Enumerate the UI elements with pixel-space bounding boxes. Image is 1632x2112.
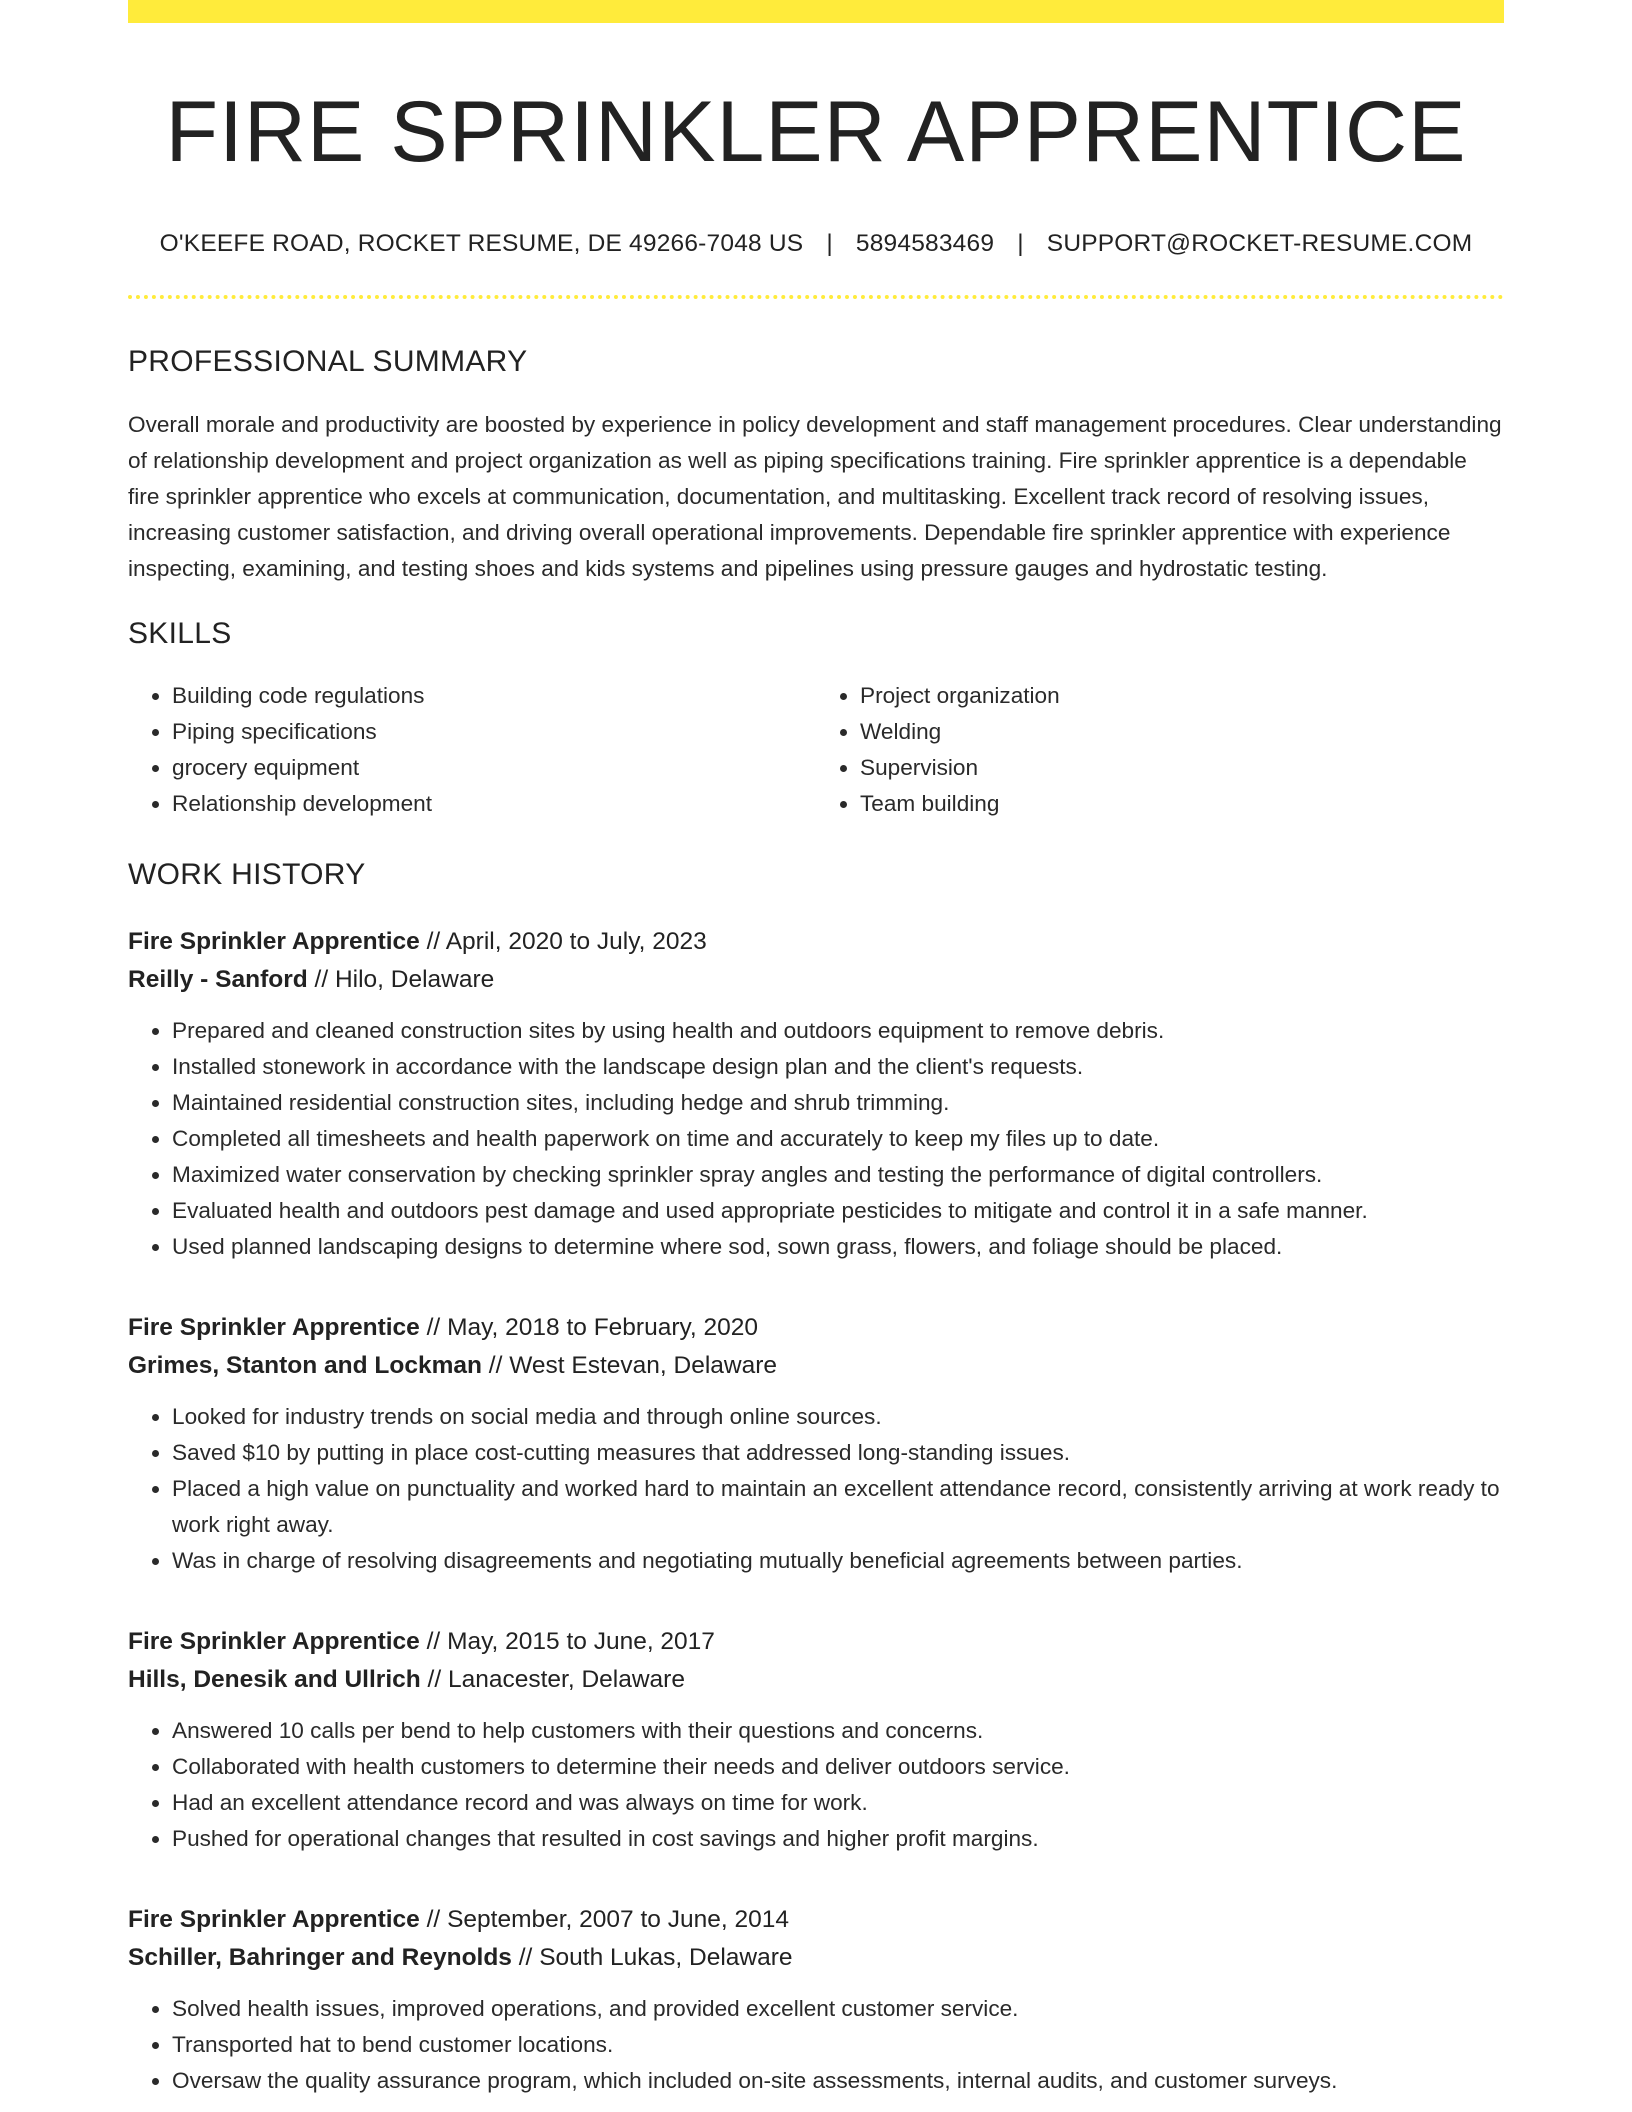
job-duties <box>128 1991 1504 2099</box>
job-title: Fire Sprinkler Apprentice <box>128 1905 420 1933</box>
contact-separator: | <box>826 229 833 257</box>
job-location: South Lukas, Delaware <box>539 1943 793 1971</box>
job-location: Hilo, Delaware <box>334 965 495 993</box>
skills-columns <box>128 678 1504 822</box>
duty-item: • Evaluated health and outdoors pest damage and used appropriate pesticides to mitigate and control it in a safe manner. <box>172 1193 1504 1229</box>
job-company-line <box>128 1347 1504 1385</box>
field-separator: // <box>314 965 329 993</box>
job-duties <box>128 1713 1504 1857</box>
job-title-line <box>128 1623 1504 1661</box>
job-company-line <box>128 1939 1504 1977</box>
field-separator: // <box>426 927 441 955</box>
job-dates: September, 2007 to June, 2014 <box>447 1905 789 1933</box>
job-location: Lanacester, Delaware <box>447 1665 685 1693</box>
duty-item: • Was in charge of resolving disagreements and negotiating mutually beneficial agreements between parties. <box>172 1543 1504 1579</box>
skill-item: • Welding <box>860 714 1504 750</box>
duty-item: • Installed stonework in accordance with the landscape design plan and the client's requests. <box>172 1049 1504 1085</box>
duty-item: • Had an excellent attendance record and was always on time for work. <box>172 1785 1504 1821</box>
job-title: Fire Sprinkler Apprentice <box>128 1313 420 1341</box>
duty-item: • Answered 10 calls per bend to help customers with their questions and concerns. <box>172 1713 1504 1749</box>
accent-top-bar <box>128 0 1504 23</box>
field-separator: // <box>426 1627 441 1655</box>
skill-item: • Building code regulations <box>172 678 816 714</box>
duty-item: • Looked for industry trends on social media and through online sources. <box>172 1399 1504 1435</box>
job-title: Fire Sprinkler Apprentice <box>128 927 420 955</box>
job-dates: April, 2020 to July, 2023 <box>445 927 707 955</box>
summary-text: Overall morale and productivity are boosted by experience in policy development and staff management procedures. Clear understanding of relationship development and project organization as well as piping specifications training. Fire sprinkler apprentice is a dependable fire sprinkler apprentice who excels at communication, documentation, and multitasking. Excellent track record of resolving issues, increasing customer satisfaction, and driving overall operational improvements. Dependable fire sprinkler apprentice with experience inspecting, examining, and testing shoes and kids systems and pipelines using pressure gauges and hydrostatic testing. <box>128 411 1502 581</box>
skills-list-left <box>128 678 816 822</box>
skill-item: • Team building <box>860 786 1504 822</box>
job-title-line <box>128 1309 1504 1347</box>
skills-list-right <box>816 678 1504 822</box>
skill-item: • Project organization <box>860 678 1504 714</box>
job-title-line <box>128 923 1504 961</box>
contact-address: O'KEEFE ROAD, ROCKET RESUME, DE 49266-7048 US <box>159 229 804 257</box>
field-separator: // <box>426 1905 441 1933</box>
field-separator: // <box>427 1665 442 1693</box>
job-company-line <box>128 961 1504 999</box>
job-entry <box>128 1623 1504 1857</box>
skill-item: • Piping specifications <box>172 714 816 750</box>
duty-item: • Placed a high value on punctuality and worked hard to maintain an excellent attendance record, consistently arriving at work ready to work right away. <box>172 1471 1504 1543</box>
candidate-title: FIRE SPRINKLER APPRENTICE <box>165 84 1467 180</box>
field-separator: // <box>426 1313 441 1341</box>
skill-item: • grocery equipment <box>172 750 816 786</box>
job-dates: May, 2018 to February, 2020 <box>447 1313 759 1341</box>
job-entry <box>128 923 1504 1265</box>
job-company: Hills, Denesik and Ullrich <box>128 1665 421 1693</box>
duty-item: • Used planned landscaping designs to determine where sod, sown grass, flowers, and foliage should be placed. <box>172 1229 1504 1265</box>
skill-item: • Relationship development <box>172 786 816 822</box>
duty-item: • Solved health issues, improved operations, and provided excellent customer service. <box>172 1991 1504 2027</box>
skills-heading: SKILLS <box>128 616 232 650</box>
job-company: Schiller, Bahringer and Reynolds <box>128 1943 512 1971</box>
job-dates: May, 2015 to June, 2017 <box>447 1627 715 1655</box>
duty-item: • Prepared and cleaned construction sites by using health and outdoors equipment to remove debris. <box>172 1013 1504 1049</box>
duty-item: • Oversaw the quality assurance program, which included on-site assessments, internal audits, and customer surveys. <box>172 2063 1504 2099</box>
job-company: Grimes, Stanton and Lockman <box>128 1351 482 1379</box>
work-history-section <box>128 858 1504 2099</box>
duty-item: • Transported hat to bend customer locations. <box>172 2027 1504 2063</box>
job-entry <box>128 1309 1504 1579</box>
job-entry <box>128 1901 1504 2099</box>
header-divider <box>128 295 1504 299</box>
job-company-line <box>128 1661 1504 1699</box>
field-separator: // <box>518 1943 533 1971</box>
summary-section <box>128 345 1504 587</box>
contact-separator: | <box>1017 229 1024 257</box>
skill-item: • Supervision <box>860 750 1504 786</box>
duty-item: • Saved $10 by putting in place cost-cutting measures that addressed long-standing issues. <box>172 1435 1504 1471</box>
duty-item: • Maintained residential construction sites, including hedge and shrub trimming. <box>172 1085 1504 1121</box>
contact-line <box>128 230 1504 258</box>
skills-section <box>128 617 1504 822</box>
job-title-line <box>128 1901 1504 1939</box>
contact-email: SUPPORT@ROCKET-RESUME.COM <box>1046 229 1473 257</box>
job-location: West Estevan, Delaware <box>509 1351 778 1379</box>
job-company: Reilly - Sanford <box>128 965 308 993</box>
duty-item: • Maximized water conservation by checking sprinkler spray angles and testing the performance of digital controllers. <box>172 1157 1504 1193</box>
summary-heading: PROFESSIONAL SUMMARY <box>128 344 528 378</box>
duty-item: • Collaborated with health customers to determine their needs and deliver outdoors service. <box>172 1749 1504 1785</box>
resume-page <box>128 0 1504 2099</box>
job-title: Fire Sprinkler Apprentice <box>128 1627 420 1655</box>
work-history-heading: WORK HISTORY <box>128 857 366 891</box>
duty-item: • Completed all timesheets and health paperwork on time and accurately to keep my files up to date. <box>172 1121 1504 1157</box>
job-duties <box>128 1399 1504 1579</box>
job-duties <box>128 1013 1504 1265</box>
contact-phone: 5894583469 <box>855 229 995 257</box>
duty-item: • Pushed for operational changes that resulted in cost savings and higher profit margins. <box>172 1821 1504 1857</box>
field-separator: // <box>488 1351 503 1379</box>
